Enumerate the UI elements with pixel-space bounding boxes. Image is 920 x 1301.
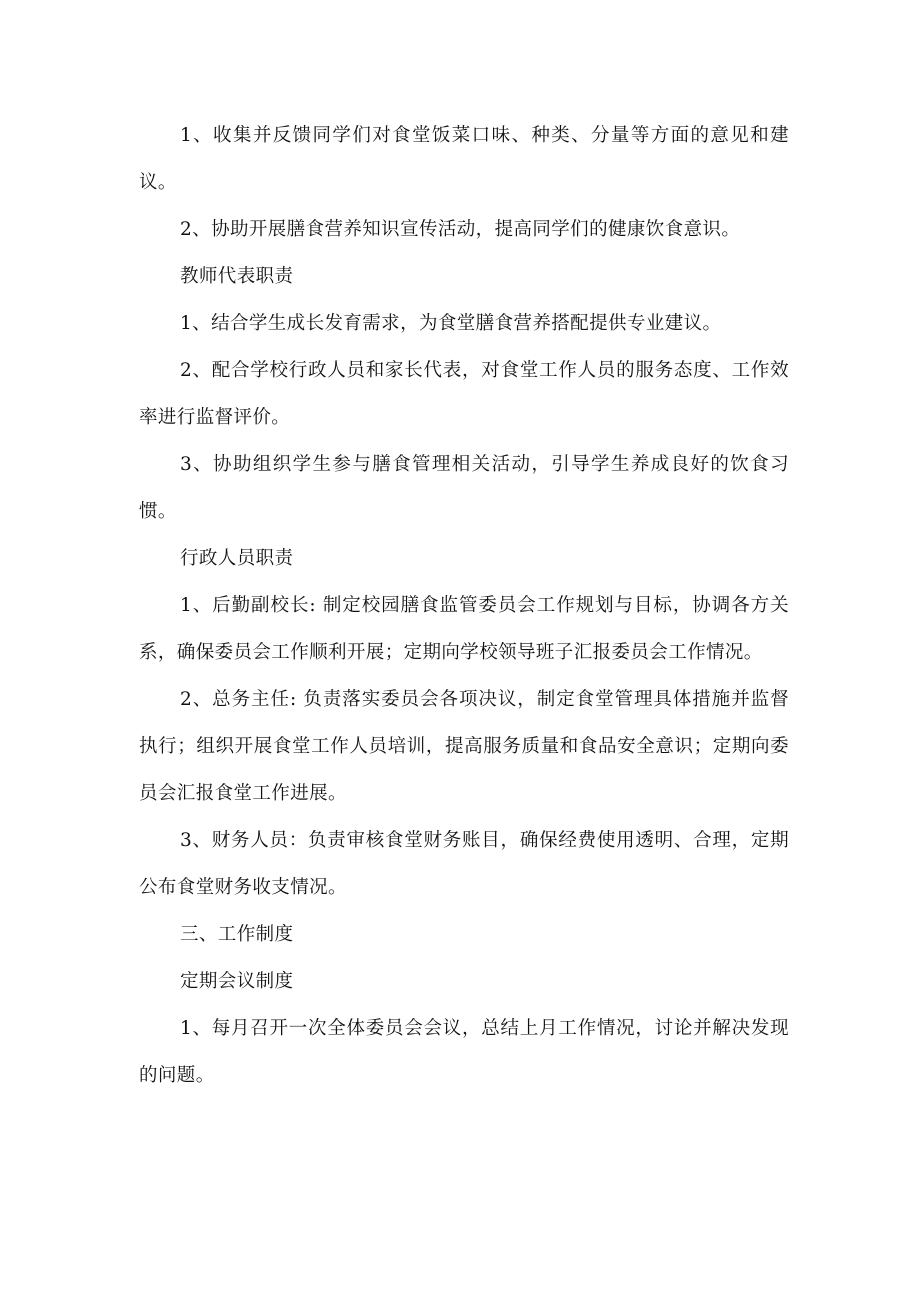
section-heading-teacher-duties: 教师代表职责 bbox=[180, 266, 294, 287]
document-body bbox=[139, 112, 789, 1099]
paragraph-admin-duty-3: 3、财务人员：负责审核食堂财务账目，确保经费使用透明、合理，定期公布食堂财务收支情况。 bbox=[139, 830, 789, 898]
paragraph-student-duty-2: 2、协助开展膳食营养知识宣传活动，提高同学们的健康饮食意识。 bbox=[180, 219, 741, 240]
section-heading-work-system: 三、工作制度 bbox=[180, 924, 294, 945]
paragraph-admin-duty-1: 1、后勤副校长: 制定校园膳食监管委员会工作规划与目标，协调各方关系，确保委员会工作顺利开展；定期向学校领导班子汇报委员会工作情况。 bbox=[139, 595, 789, 663]
paragraph-teacher-duty-2: 2、配合学校行政人员和家长代表，对食堂工作人员的服务态度、工作效率进行监督评价。 bbox=[139, 360, 789, 428]
paragraph-student-duty-1: 1、收集并反馈同学们对食堂饭菜口味、种类、分量等方面的意见和建议。 bbox=[139, 125, 789, 193]
paragraph-teacher-duty-3: 3、协助组织学生参与膳食管理相关活动，引导学生养成良好的饮食习惯。 bbox=[139, 454, 789, 522]
paragraph-teacher-duty-1: 1、结合学生成长发育需求，为食堂膳食营养搭配提供专业建议。 bbox=[180, 313, 722, 334]
subsection-heading-meeting-system: 定期会议制度 bbox=[180, 971, 294, 992]
paragraph-meeting-rule-1: 1、每月召开一次全体委员会会议，总结上月工作情况，讨论并解决发现的问题。 bbox=[139, 1018, 789, 1086]
paragraph-admin-duty-2: 2、总务主任: 负责落实委员会各项决议，制定食堂管理具体措施并监督执行；组织开展食堂工作人员培训，提高服务质量和食品安全意识；定期向委员会汇报食堂工作进展。 bbox=[139, 689, 789, 804]
section-heading-admin-duties: 行政人员职责 bbox=[180, 548, 294, 569]
